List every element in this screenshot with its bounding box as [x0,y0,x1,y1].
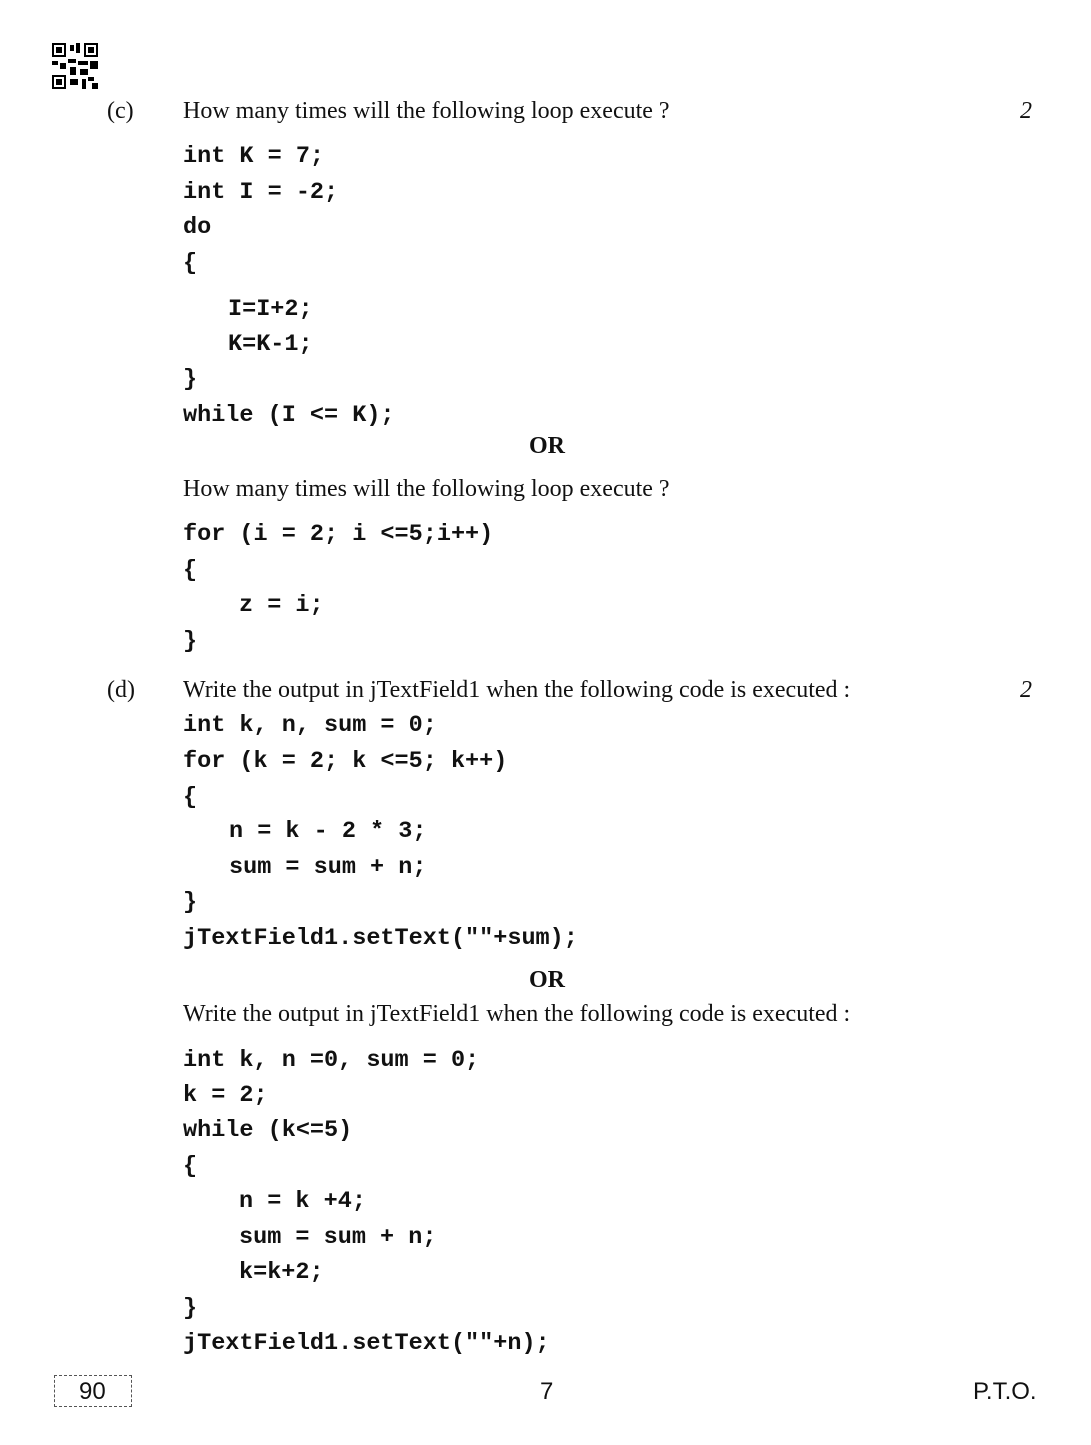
code-line: k=k+2; [239,1259,324,1286]
code-line: jTextField1.setText(""+sum); [183,925,578,952]
question-label: (d) [107,677,135,703]
code-line: int K = 7; [183,143,325,170]
code-line: { [183,784,198,811]
code-line: n = k - 2 * 3; [229,818,427,845]
code-line: n = k +4; [239,1188,366,1215]
question-text: How many times will the following loop execute ? [183,476,670,502]
code-line: { [183,557,198,584]
code-line: while (I <= K); [183,402,395,429]
code-line: { [183,250,198,277]
or-separator: OR [529,433,565,459]
marks: 2 [1020,98,1032,124]
or-separator: OR [529,967,565,993]
paper-code: 90 [79,1378,106,1405]
code-line: } [183,889,198,916]
code-line: } [183,366,198,393]
code-line: do [183,214,212,241]
code-line: z = i; [239,592,324,619]
qr-code-icon [52,43,98,89]
page-number: 7 [540,1378,554,1405]
question-text: How many times will the following loop execute ? [183,98,670,124]
question-label: (c) [107,98,134,124]
code-line: } [183,1295,198,1322]
code-line: jTextField1.setText(""+n); [183,1330,550,1357]
code-line: while (k<=5) [183,1117,353,1144]
question-text: Write the output in jTextField1 when the following code is executed : [183,677,851,703]
code-line: sum = sum + n; [239,1224,437,1251]
code-line: k = 2; [183,1082,268,1109]
code-line: int k, n, sum = 0; [183,712,437,739]
code-line: int k, n =0, sum = 0; [183,1047,480,1074]
pto-label: P.T.O. [973,1378,1037,1405]
marks: 2 [1020,677,1032,703]
question-text: Write the output in jTextField1 when the following code is executed : [183,1001,851,1027]
code-line: { [183,1153,198,1180]
code-line: } [183,628,198,655]
code-line: int I = -2; [183,179,339,206]
code-line: I=I+2; [228,296,313,323]
code-line: for (i = 2; i <=5;i++) [183,521,494,548]
code-line: K=K-1; [228,331,313,358]
code-line: sum = sum + n; [229,854,427,881]
code-line: for (k = 2; k <=5; k++) [183,748,508,775]
